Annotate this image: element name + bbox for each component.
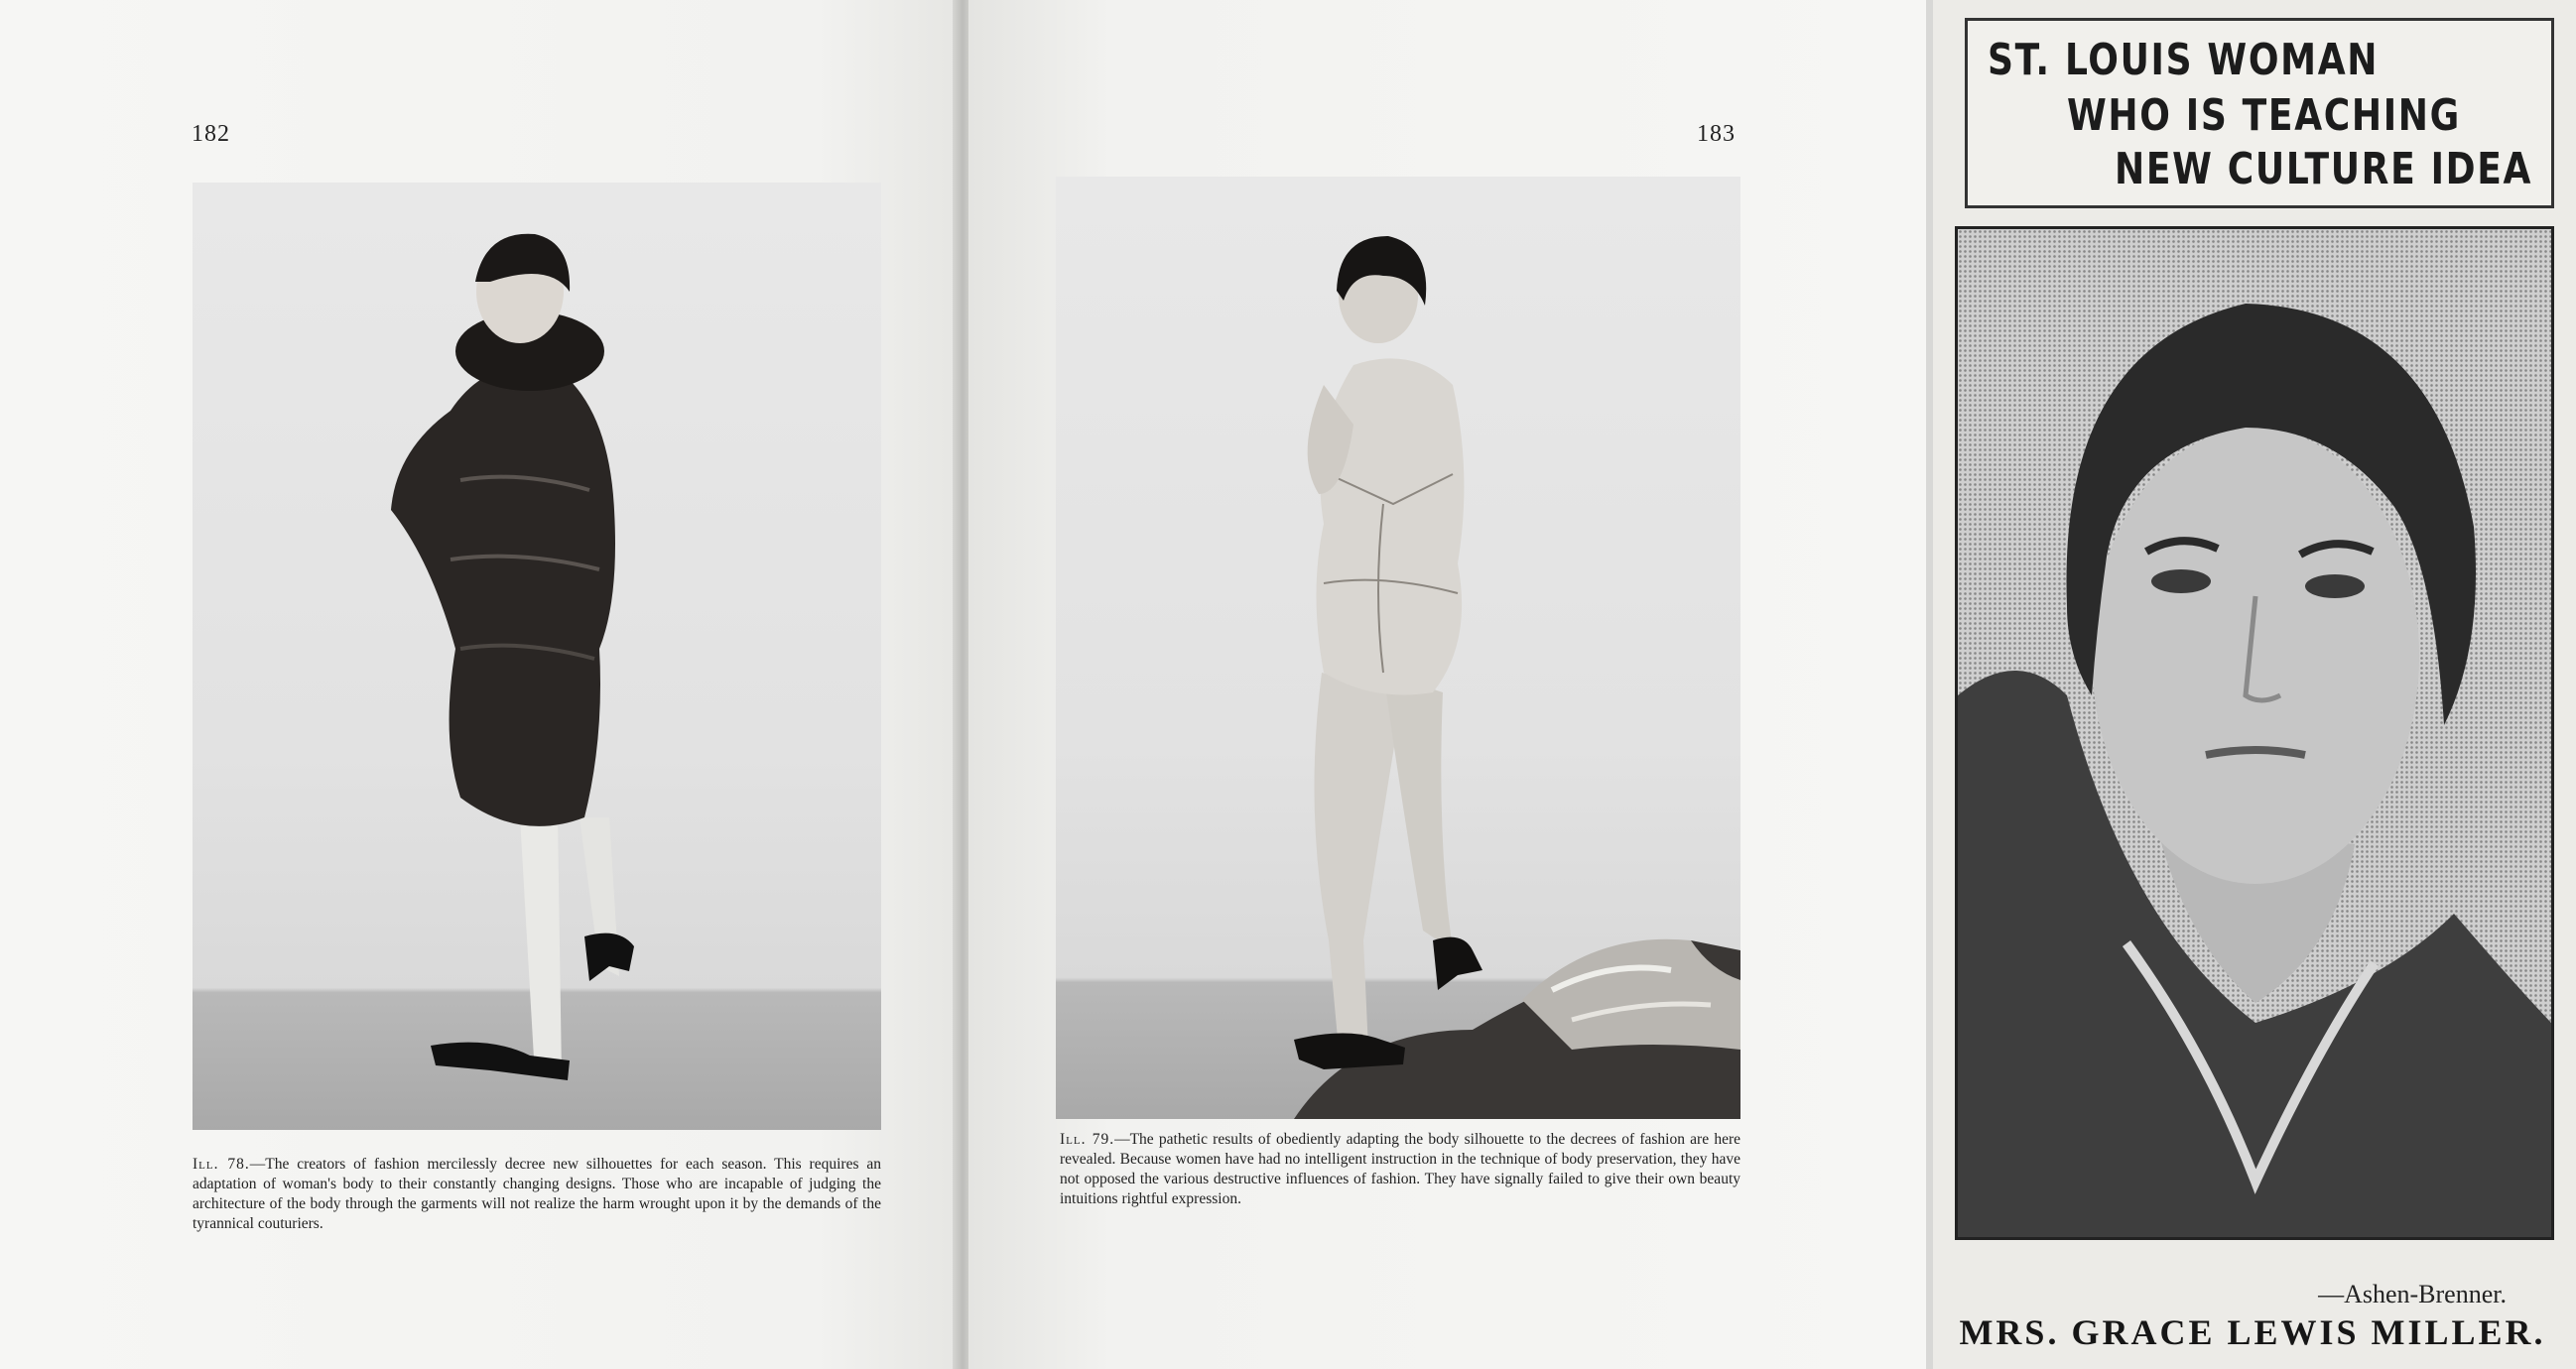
figure-caption xyxy=(193,1155,881,1234)
illustration-78-photo xyxy=(193,183,881,1130)
caption-text: —The pathetic results of obediently adapting the body silhouette to the decrees of fashion are here revealed. Because women have had no intelligent instruction in the technique of body preservation, they have not opposed the various destructive influences of fashion. They have signally failed to give their own beauty intuitions rightful expression. xyxy=(1060,1131,1740,1207)
figure-caption xyxy=(1060,1130,1740,1209)
headline-box xyxy=(1965,18,2554,208)
portrait-photo xyxy=(1955,226,2554,1240)
headline-line-2: WHO IS TEACHING xyxy=(2067,90,2461,141)
woman-portrait-figure xyxy=(1958,229,2551,1237)
page-number: 182 xyxy=(192,121,230,147)
caption-label: Ill. 78. xyxy=(193,1156,250,1173)
photo-credit: —Ashen-Brenner. xyxy=(2318,1280,2507,1308)
book-page-left xyxy=(0,0,959,1369)
page-number: 183 xyxy=(1697,121,1736,147)
woman-in-bodysuit-figure xyxy=(1056,177,1740,1119)
portrait-name-caption: MRS. GRACE LEWIS MILLER. xyxy=(1959,1312,2546,1352)
headline-line-1: ST. LOUIS WOMAN xyxy=(1988,35,2380,85)
newspaper-clipping xyxy=(1933,0,2576,1369)
headline-line-3: NEW CULTURE IDEA xyxy=(2115,144,2533,194)
illustration-79-photo xyxy=(1056,177,1740,1119)
book-page-right xyxy=(968,0,1926,1369)
woman-in-velvet-coat-figure xyxy=(193,183,881,1130)
caption-label: Ill. 79. xyxy=(1060,1131,1115,1148)
caption-text: —The creators of fashion mercilessly decree new silhouettes for each season. This requires an adaptation of woman's body to their constantly changing designs. Those who are incapable of judging the architecture of the body through the garments will not realize the harm wrought upon it by the demands of the tyrannical couturiers. xyxy=(193,1156,881,1232)
